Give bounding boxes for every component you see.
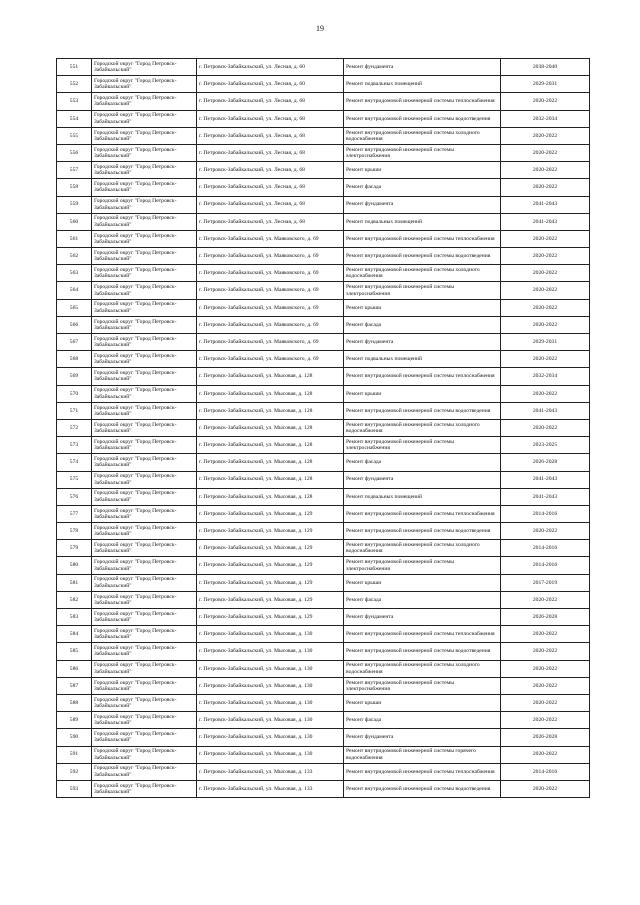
address-cell: г. Петровск-Забайкальский, ул. Мысовая, д. 130 — [197, 694, 344, 711]
row-number: 572 — [57, 419, 92, 436]
municipality-cell: Городской округ "Город Петровск-Забайкальский" — [92, 144, 197, 161]
row-number: 567 — [57, 334, 92, 351]
period-cell: 2014-2016 — [501, 763, 590, 780]
address-cell: г. Петровск-Забайкальский, ул. Лесная, д. 68 — [197, 144, 344, 161]
row-number: 573 — [57, 437, 92, 454]
municipality-cell: Городской округ "Город Петровск-Забайкальский" — [92, 712, 197, 729]
work-type-cell: Ремонт внутридомовой инженерной системы водоотведения — [344, 248, 501, 265]
table-row — [57, 316, 590, 333]
table-row — [57, 591, 590, 608]
period-cell: 2020-2022 — [501, 127, 590, 144]
work-type-cell: Ремонт внутридомовой инженерной системы теплоснабжения — [344, 763, 501, 780]
address-cell: г. Петровск-Забайкальский, ул. Маяковского, д. 69 — [197, 248, 344, 265]
address-cell: г. Петровск-Забайкальский, ул. Мысовая, д. 129 — [197, 505, 344, 522]
municipality-cell: Городской округ "Город Петровск-Забайкальский" — [92, 213, 197, 230]
work-type-cell: Ремонт внутридомовой инженерной системы теплоснабжения — [344, 505, 501, 522]
row-number: 566 — [57, 316, 92, 333]
address-cell: г. Петровск-Забайкальский, ул. Мысовая, д. 130 — [197, 746, 344, 763]
row-number: 563 — [57, 265, 92, 282]
work-type-cell: Ремонт фундамента — [344, 59, 501, 76]
period-cell: 2026-2028 — [501, 454, 590, 471]
row-number: 557 — [57, 162, 92, 179]
table-row — [57, 282, 590, 299]
period-cell: 2032-2034 — [501, 368, 590, 385]
address-cell: г. Петровск-Забайкальский, ул. Мысовая, д. 129 — [197, 523, 344, 540]
work-type-cell: Ремонт внутридомовой инженерной системы теплоснабжения — [344, 368, 501, 385]
work-type-cell: Ремонт внутридомовой инженерной системы теплоснабжения — [344, 93, 501, 110]
address-cell: г. Петровск-Забайкальский, ул. Мысовая, д. 128 — [197, 402, 344, 419]
municipality-cell: Городской округ "Город Петровск-Забайкальский" — [92, 179, 197, 196]
period-cell: 2020-2022 — [501, 591, 590, 608]
municipality-cell: Городской округ "Город Петровск-Забайкальский" — [92, 746, 197, 763]
table-row — [57, 471, 590, 488]
work-type-cell: Ремонт фасада — [344, 712, 501, 729]
period-cell: 2041-2043 — [501, 196, 590, 213]
table-row — [57, 505, 590, 522]
municipality-cell: Городской округ "Город Петровск-Забайкальский" — [92, 557, 197, 574]
row-number: 559 — [57, 196, 92, 213]
row-number: 590 — [57, 729, 92, 746]
row-number: 558 — [57, 179, 92, 196]
period-cell: 2020-2022 — [501, 385, 590, 402]
row-number: 588 — [57, 694, 92, 711]
address-cell: г. Петровск-Забайкальский, ул. Мысовая, д. 128 — [197, 471, 344, 488]
table-row — [57, 144, 590, 161]
municipality-cell: Городской округ "Город Петровск-Забайкальский" — [92, 385, 197, 402]
table-row — [57, 351, 590, 368]
work-type-cell: Ремонт внутридомовой инженерной системы горячего водоснабжения — [344, 746, 501, 763]
work-type-cell: Ремонт крыши — [344, 299, 501, 316]
period-cell: 2041-2043 — [501, 213, 590, 230]
period-cell: 2020-2022 — [501, 643, 590, 660]
address-cell: г. Петровск-Забайкальский, ул. Мысовая, д. 130 — [197, 626, 344, 643]
municipality-cell: Городской округ "Город Петровск-Забайкальский" — [92, 351, 197, 368]
address-cell: г. Петровск-Забайкальский, ул. Лесная, д. 68 — [197, 179, 344, 196]
table-row — [57, 368, 590, 385]
work-type-cell: Ремонт фасада — [344, 454, 501, 471]
period-cell: 2020-2022 — [501, 419, 590, 436]
registry-table — [56, 58, 590, 798]
work-type-cell: Ремонт внутридомовой инженерной системы электроснабжения — [344, 677, 501, 694]
address-cell: г. Петровск-Забайкальский, ул. Маяковского, д. 69 — [197, 230, 344, 247]
work-type-cell: Ремонт внутридомовой инженерной системы электроснабжения — [344, 282, 501, 299]
period-cell: 2020-2022 — [501, 282, 590, 299]
row-number: 569 — [57, 368, 92, 385]
address-cell: г. Петровск-Забайкальский, ул. Лесная, д. 68 — [197, 162, 344, 179]
period-cell: 2020-2022 — [501, 351, 590, 368]
municipality-cell: Городской округ "Город Петровск-Забайкальский" — [92, 591, 197, 608]
table-row — [57, 93, 590, 110]
table-row — [57, 557, 590, 574]
row-number: 577 — [57, 505, 92, 522]
row-number: 593 — [57, 780, 92, 797]
period-cell: 2020-2022 — [501, 712, 590, 729]
period-cell: 2023-2025 — [501, 437, 590, 454]
work-type-cell: Ремонт внутридомовой инженерной системы водоотведения — [344, 643, 501, 660]
row-number: 581 — [57, 574, 92, 591]
period-cell: 2020-2022 — [501, 780, 590, 797]
row-number: 565 — [57, 299, 92, 316]
table-row — [57, 712, 590, 729]
table-row — [57, 110, 590, 127]
municipality-cell: Городской округ "Город Петровск-Забайкальский" — [92, 248, 197, 265]
period-cell: 2029-2031 — [501, 334, 590, 351]
period-cell: 2017-2019 — [501, 574, 590, 591]
address-cell: г. Петровск-Забайкальский, ул. Маяковского, д. 69 — [197, 282, 344, 299]
work-type-cell: Ремонт фундамента — [344, 196, 501, 213]
row-number: 589 — [57, 712, 92, 729]
address-cell: г. Петровск-Забайкальский, ул. Мысовая, д. 128 — [197, 454, 344, 471]
row-number: 561 — [57, 230, 92, 247]
work-type-cell: Ремонт крыши — [344, 162, 501, 179]
address-cell: г. Петровск-Забайкальский, ул. Лесная, д. 68 — [197, 110, 344, 127]
row-number: 551 — [57, 59, 92, 76]
table-row — [57, 729, 590, 746]
work-type-cell: Ремонт внутридомовой инженерной системы холодного водоснабжения — [344, 660, 501, 677]
table-row — [57, 694, 590, 711]
municipality-cell: Городской округ "Город Петровск-Забайкальский" — [92, 454, 197, 471]
row-number: 562 — [57, 248, 92, 265]
municipality-cell: Городской округ "Город Петровск-Забайкальский" — [92, 729, 197, 746]
address-cell: г. Петровск-Забайкальский, ул. Маяковского, д. 69 — [197, 299, 344, 316]
municipality-cell: Городской округ "Город Петровск-Забайкальский" — [92, 660, 197, 677]
row-number: 583 — [57, 609, 92, 626]
municipality-cell: Городской округ "Город Петровск-Забайкальский" — [92, 230, 197, 247]
address-cell: г. Петровск-Забайкальский, ул. Мысовая, д. 130 — [197, 677, 344, 694]
row-number: 586 — [57, 660, 92, 677]
row-number: 576 — [57, 488, 92, 505]
row-number: 571 — [57, 402, 92, 419]
address-cell: г. Петровск-Забайкальский, ул. Лесная, д. 68 — [197, 213, 344, 230]
row-number: 568 — [57, 351, 92, 368]
row-number: 553 — [57, 93, 92, 110]
municipality-cell: Городской округ "Город Петровск-Забайкальский" — [92, 437, 197, 454]
table-row — [57, 437, 590, 454]
work-type-cell: Ремонт фасада — [344, 179, 501, 196]
table-row — [57, 402, 590, 419]
table-row — [57, 213, 590, 230]
page-number: 19 — [316, 24, 324, 33]
period-cell: 2032-2034 — [501, 110, 590, 127]
row-number: 555 — [57, 127, 92, 144]
table-row — [57, 196, 590, 213]
table-row — [57, 454, 590, 471]
work-type-cell: Ремонт фундамента — [344, 729, 501, 746]
period-cell: 2014-2016 — [501, 540, 590, 557]
period-cell: 2020-2022 — [501, 179, 590, 196]
period-cell: 2041-2043 — [501, 402, 590, 419]
table-row — [57, 76, 590, 93]
municipality-cell: Городской округ "Город Петровск-Забайкальский" — [92, 677, 197, 694]
work-type-cell: Ремонт фасада — [344, 316, 501, 333]
row-number: 552 — [57, 76, 92, 93]
work-type-cell: Ремонт фундамента — [344, 471, 501, 488]
period-cell: 2029-2031 — [501, 76, 590, 93]
row-number: 560 — [57, 213, 92, 230]
municipality-cell: Городской округ "Город Петровск-Забайкальский" — [92, 763, 197, 780]
work-type-cell: Ремонт подвальных помещений — [344, 76, 501, 93]
municipality-cell: Городской округ "Город Петровск-Забайкальский" — [92, 419, 197, 436]
address-cell: г. Петровск-Забайкальский, ул. Мысовая, д. 128 — [197, 385, 344, 402]
table-row — [57, 677, 590, 694]
work-type-cell: Ремонт внутридомовой инженерной системы электроснабжения — [344, 437, 501, 454]
table-row — [57, 660, 590, 677]
table-row — [57, 540, 590, 557]
municipality-cell: Городской округ "Город Петровск-Забайкальский" — [92, 488, 197, 505]
address-cell: г. Петровск-Забайкальский, ул. Мысовая, д. 128 — [197, 419, 344, 436]
work-type-cell: Ремонт фундамента — [344, 609, 501, 626]
work-type-cell: Ремонт крыши — [344, 574, 501, 591]
table-row — [57, 523, 590, 540]
address-cell: г. Петровск-Забайкальский, ул. Мысовая, д. 133 — [197, 780, 344, 797]
municipality-cell: Городской округ "Город Петровск-Забайкальский" — [92, 540, 197, 557]
table-row — [57, 780, 590, 797]
period-cell: 2020-2022 — [501, 93, 590, 110]
municipality-cell: Городской округ "Город Петровск-Забайкальский" — [92, 110, 197, 127]
row-number: 580 — [57, 557, 92, 574]
address-cell: г. Петровск-Забайкальский, ул. Мысовая, д. 130 — [197, 660, 344, 677]
table-row — [57, 127, 590, 144]
municipality-cell: Городской округ "Город Петровск-Забайкальский" — [92, 316, 197, 333]
municipality-cell: Городской округ "Город Петровск-Забайкальский" — [92, 694, 197, 711]
period-cell: 2026-2028 — [501, 609, 590, 626]
municipality-cell: Городской округ "Город Петровск-Забайкальский" — [92, 93, 197, 110]
table-row — [57, 265, 590, 282]
municipality-cell: Городской округ "Город Петровск-Забайкальский" — [92, 59, 197, 76]
work-type-cell: Ремонт внутридомовой инженерной системы водоотведения — [344, 110, 501, 127]
period-cell: 2020-2022 — [501, 660, 590, 677]
municipality-cell: Городской округ "Город Петровск-Забайкальский" — [92, 334, 197, 351]
period-cell: 2020-2022 — [501, 694, 590, 711]
row-number: 584 — [57, 626, 92, 643]
address-cell: г. Петровск-Забайкальский, ул. Мысовая, д. 129 — [197, 557, 344, 574]
address-cell: г. Петровск-Забайкальский, ул. Мысовая, д. 128 — [197, 368, 344, 385]
table-row — [57, 385, 590, 402]
work-type-cell: Ремонт внутридомовой инженерной системы водоотведения — [344, 523, 501, 540]
address-cell: г. Петровск-Забайкальский, ул. Лесная, д. 60 — [197, 76, 344, 93]
address-cell: г. Петровск-Забайкальский, ул. Мысовая, д. 133 — [197, 763, 344, 780]
table-row — [57, 334, 590, 351]
registry-table-body — [57, 59, 590, 798]
address-cell: г. Петровск-Забайкальский, ул. Маяковского, д. 69 — [197, 265, 344, 282]
table-row — [57, 299, 590, 316]
period-cell: 2026-2028 — [501, 729, 590, 746]
municipality-cell: Городской округ "Город Петровск-Забайкальский" — [92, 76, 197, 93]
work-type-cell: Ремонт внутридомовой инженерной системы холодного водоснабжения — [344, 265, 501, 282]
municipality-cell: Городской округ "Город Петровск-Забайкальский" — [92, 368, 197, 385]
table-row — [57, 179, 590, 196]
municipality-cell: Городской округ "Город Петровск-Забайкальский" — [92, 299, 197, 316]
period-cell: 2020-2022 — [501, 248, 590, 265]
work-type-cell: Ремонт внутридомовой инженерной системы теплоснабжения — [344, 230, 501, 247]
period-cell: 2014-2016 — [501, 505, 590, 522]
address-cell: г. Петровск-Забайкальский, ул. Маяковского, д. 69 — [197, 334, 344, 351]
work-type-cell: Ремонт внутридомовой инженерной системы электроснабжения — [344, 557, 501, 574]
address-cell: г. Петровск-Забайкальский, ул. Мысовая, д. 129 — [197, 574, 344, 591]
period-cell: 2020-2022 — [501, 162, 590, 179]
work-type-cell: Ремонт крыши — [344, 385, 501, 402]
table-row — [57, 488, 590, 505]
work-type-cell: Ремонт внутридомовой инженерной системы холодного водоснабжения — [344, 419, 501, 436]
address-cell: г. Петровск-Забайкальский, ул. Мысовая, д. 130 — [197, 643, 344, 660]
row-number: 592 — [57, 763, 92, 780]
table-row — [57, 626, 590, 643]
municipality-cell: Городской округ "Город Петровск-Забайкальский" — [92, 402, 197, 419]
row-number: 564 — [57, 282, 92, 299]
work-type-cell: Ремонт фасада — [344, 591, 501, 608]
table-row — [57, 162, 590, 179]
work-type-cell: Ремонт подвальных помещений — [344, 488, 501, 505]
municipality-cell: Городской округ "Город Петровск-Забайкальский" — [92, 196, 197, 213]
period-cell: 2038-2040 — [501, 59, 590, 76]
row-number: 575 — [57, 471, 92, 488]
work-type-cell: Ремонт подвальных помещений — [344, 213, 501, 230]
address-cell: г. Петровск-Забайкальский, ул. Лесная, д. 60 — [197, 59, 344, 76]
work-type-cell: Ремонт фундамента — [344, 334, 501, 351]
period-cell: 2020-2022 — [501, 677, 590, 694]
address-cell: г. Петровск-Забайкальский, ул. Мысовая, д. 128 — [197, 488, 344, 505]
period-cell: 2020-2022 — [501, 230, 590, 247]
work-type-cell: Ремонт внутридомовой инженерной системы электроснабжения — [344, 144, 501, 161]
address-cell: г. Петровск-Забайкальский, ул. Мысовая, д. 129 — [197, 540, 344, 557]
work-type-cell: Ремонт внутридомовой инженерной системы водоотведения — [344, 780, 501, 797]
period-cell: 2020-2022 — [501, 299, 590, 316]
work-type-cell: Ремонт внутридомовой инженерной системы холодного водоснабжения — [344, 540, 501, 557]
period-cell: 2020-2022 — [501, 316, 590, 333]
address-cell: г. Петровск-Забайкальский, ул. Маяковского, д. 69 — [197, 351, 344, 368]
municipality-cell: Городской округ "Город Петровск-Забайкальский" — [92, 523, 197, 540]
row-number: 574 — [57, 454, 92, 471]
address-cell: г. Петровск-Забайкальский, ул. Маяковского, д. 69 — [197, 316, 344, 333]
address-cell: г. Петровск-Забайкальский, ул. Лесная, д. 68 — [197, 127, 344, 144]
municipality-cell: Городской округ "Город Петровск-Забайкальский" — [92, 643, 197, 660]
period-cell: 2020-2022 — [501, 523, 590, 540]
table-row — [57, 230, 590, 247]
period-cell: 2014-2016 — [501, 557, 590, 574]
period-cell: 2041-2043 — [501, 471, 590, 488]
period-cell: 2020-2022 — [501, 144, 590, 161]
municipality-cell: Городской округ "Город Петровск-Забайкальский" — [92, 282, 197, 299]
municipality-cell: Городской округ "Город Петровск-Забайкальский" — [92, 626, 197, 643]
address-cell: г. Петровск-Забайкальский, ул. Лесная, д. 68 — [197, 196, 344, 213]
address-cell: г. Петровск-Забайкальский, ул. Мысовая, д. 130 — [197, 729, 344, 746]
row-number: 579 — [57, 540, 92, 557]
municipality-cell: Городской округ "Город Петровск-Забайкальский" — [92, 162, 197, 179]
work-type-cell: Ремонт внутридомовой инженерной системы водоотведения — [344, 402, 501, 419]
row-number: 587 — [57, 677, 92, 694]
work-type-cell: Ремонт внутридомовой инженерной системы холодного водоснабжения — [344, 127, 501, 144]
municipality-cell: Городской округ "Город Петровск-Забайкальский" — [92, 574, 197, 591]
table-row — [57, 248, 590, 265]
period-cell: 2041-2043 — [501, 488, 590, 505]
period-cell: 2020-2022 — [501, 626, 590, 643]
address-cell: г. Петровск-Забайкальский, ул. Мысовая, д. 130 — [197, 712, 344, 729]
row-number: 556 — [57, 144, 92, 161]
municipality-cell: Городской округ "Город Петровск-Забайкальский" — [92, 780, 197, 797]
table-row — [57, 419, 590, 436]
address-cell: г. Петровск-Забайкальский, ул. Мысовая, д. 129 — [197, 591, 344, 608]
row-number: 582 — [57, 591, 92, 608]
municipality-cell: Городской округ "Город Петровск-Забайкальский" — [92, 265, 197, 282]
table-row — [57, 746, 590, 763]
table-row — [57, 763, 590, 780]
municipality-cell: Городской округ "Город Петровск-Забайкальский" — [92, 505, 197, 522]
municipality-cell: Городской округ "Город Петровск-Забайкальский" — [92, 127, 197, 144]
period-cell: 2020-2022 — [501, 746, 590, 763]
table-row — [57, 609, 590, 626]
municipality-cell: Городской округ "Город Петровск-Забайкальский" — [92, 609, 197, 626]
address-cell: г. Петровск-Забайкальский, ул. Мысовая, д. 129 — [197, 609, 344, 626]
table-row — [57, 574, 590, 591]
row-number: 570 — [57, 385, 92, 402]
table-row — [57, 643, 590, 660]
address-cell: г. Петровск-Забайкальский, ул. Лесная, д. 68 — [197, 93, 344, 110]
table-row — [57, 59, 590, 76]
municipality-cell: Городской округ "Город Петровск-Забайкальский" — [92, 471, 197, 488]
period-cell: 2020-2022 — [501, 265, 590, 282]
work-type-cell: Ремонт внутридомовой инженерной системы теплоснабжения — [344, 626, 501, 643]
address-cell: г. Петровск-Забайкальский, ул. Мысовая, д. 128 — [197, 437, 344, 454]
work-type-cell: Ремонт крыши — [344, 694, 501, 711]
work-type-cell: Ремонт подвальных помещений — [344, 351, 501, 368]
row-number: 578 — [57, 523, 92, 540]
row-number: 591 — [57, 746, 92, 763]
row-number: 585 — [57, 643, 92, 660]
row-number: 554 — [57, 110, 92, 127]
